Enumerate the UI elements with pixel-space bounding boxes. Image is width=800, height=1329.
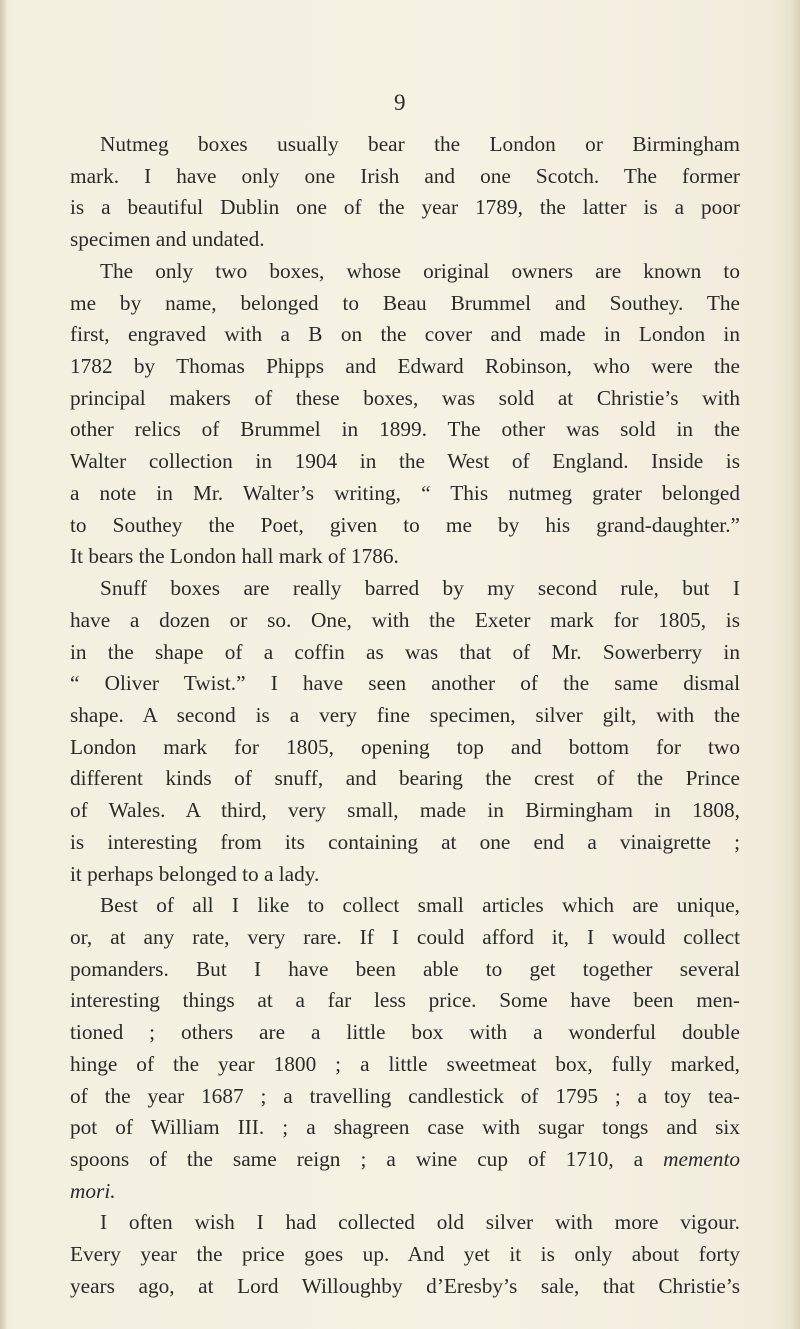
text-line bbox=[70, 1081, 740, 1113]
text-line-content: Every year the price goes up. And yet it is only about forty bbox=[70, 1242, 740, 1267]
text-line-content: It bears the London hall mark of 1786. bbox=[70, 544, 399, 569]
text-line-content: spoons of the same reign ; a wine cup of 1710, a bbox=[70, 1147, 644, 1171]
text-line-content: Snuff boxes are really barred by my second rule, but I bbox=[100, 576, 740, 601]
text-line bbox=[70, 510, 740, 542]
text-line bbox=[70, 414, 740, 446]
text-line bbox=[70, 859, 740, 891]
text-line-content: tioned ; others are a little box with a wonderful double bbox=[70, 1020, 740, 1045]
text-line bbox=[70, 605, 740, 637]
text-line-content: pot of William III. ; a shagreen case with sugar tongs and six bbox=[70, 1115, 740, 1140]
text-line bbox=[70, 700, 740, 732]
text-line-content: pomanders. But I have been able to get together several bbox=[70, 956, 740, 981]
text-line-content: The only two boxes, whose original owners are known to bbox=[100, 258, 740, 283]
text-line-content: of Wales. A third, very small, made in Birmingham in 1808, bbox=[70, 798, 740, 823]
text-line bbox=[70, 763, 740, 795]
text-line bbox=[70, 637, 740, 669]
text-line bbox=[70, 224, 740, 256]
text-line-content: hinge of the year 1800 ; a little sweetmeat box, fully marked, bbox=[70, 1051, 740, 1076]
text-line bbox=[70, 1271, 740, 1303]
text-line bbox=[70, 1017, 740, 1049]
body-text bbox=[70, 129, 740, 1303]
text-line bbox=[70, 890, 740, 922]
text-line bbox=[70, 1144, 740, 1176]
text-line bbox=[70, 795, 740, 827]
text-line bbox=[70, 256, 740, 288]
text-line bbox=[70, 383, 740, 415]
text-line-italic: memento bbox=[663, 1147, 741, 1171]
text-line bbox=[70, 161, 740, 193]
text-line bbox=[70, 985, 740, 1017]
page-number: 9 bbox=[394, 90, 406, 115]
text-line-content: in the shape of a coffin as was that of Mr. Sowerberry in bbox=[70, 639, 740, 664]
text-line bbox=[70, 129, 740, 161]
text-line-content: first, engraved with a B on the cover and made in London in bbox=[70, 322, 740, 347]
text-line-content: “ Oliver Twist.” I have seen another of the same dismal bbox=[70, 671, 740, 696]
page-left-edge bbox=[0, 0, 6, 1329]
text-line bbox=[70, 1112, 740, 1144]
text-line-content: principal makers of these boxes, was sold at Christie’s with bbox=[70, 385, 740, 410]
text-line bbox=[70, 1176, 740, 1208]
text-line-content: of the year 1687 ; a travelling candlestick of 1795 ; a toy tea- bbox=[70, 1083, 740, 1108]
text-line-content: interesting things at a far less price. Some have been men- bbox=[70, 988, 740, 1013]
text-line-content: is interesting from its containing at one end a vinaigrette ; bbox=[70, 829, 740, 854]
text-line bbox=[70, 541, 740, 573]
text-line-content: other relics of Brummel in 1899. The other was sold in the bbox=[70, 417, 740, 442]
text-line bbox=[70, 478, 740, 510]
text-line-content: or, at any rate, very rare. If I could afford it, I would collect bbox=[70, 924, 740, 949]
text-line bbox=[70, 827, 740, 859]
text-line bbox=[70, 922, 740, 954]
text-line-content: different kinds of snuff, and bearing the crest of the Prince bbox=[70, 766, 740, 791]
text-line-content: specimen and undated. bbox=[70, 227, 265, 252]
text-line bbox=[70, 288, 740, 320]
text-line-content: it perhaps belonged to a lady. bbox=[70, 861, 320, 886]
text-line-content: 1782 by Thomas Phipps and Edward Robinson, who were the bbox=[70, 354, 740, 379]
text-line bbox=[70, 573, 740, 605]
text-line bbox=[70, 319, 740, 351]
text-line-content: I often wish I had collected old silver with more vigour. bbox=[100, 1210, 740, 1235]
text-line-content: London mark for 1805, opening top and bottom for two bbox=[70, 734, 740, 759]
text-line bbox=[70, 1207, 740, 1239]
text-line bbox=[70, 1049, 740, 1081]
text-line-content: have a dozen or so. One, with the Exeter mark for 1805, is bbox=[70, 607, 740, 632]
text-line-content: years ago, at Lord Willoughby d’Eresby’s sale, that Christie’s bbox=[70, 1273, 740, 1298]
page-right-edge bbox=[790, 0, 800, 1329]
text-line-content: me by name, belonged to Beau Brummel and Southey. The bbox=[70, 290, 740, 315]
text-line bbox=[70, 351, 740, 383]
text-line bbox=[70, 668, 740, 700]
text-line-content: to Southey the Poet, given to me by his grand-daughter.” bbox=[70, 512, 740, 537]
text-line bbox=[70, 732, 740, 764]
text-line bbox=[70, 954, 740, 986]
text-line bbox=[70, 1239, 740, 1271]
text-line-content: Nutmeg boxes usually bear the London or Birmingham bbox=[100, 132, 740, 156]
text-line-content: is a beautiful Dublin one of the year 1789, the latter is a poor bbox=[70, 195, 740, 220]
text-line bbox=[70, 192, 740, 224]
text-line-content: shape. A second is a very fine specimen, silver gilt, with the bbox=[70, 702, 740, 727]
text-line bbox=[70, 446, 740, 478]
text-line-content: a note in Mr. Walter’s writing, “ This nutmeg grater belonged bbox=[70, 480, 740, 505]
text-line-content: Walter collection in 1904 in the West of England. Inside is bbox=[70, 449, 740, 474]
text-line-content: Best of all I like to collect small articles which are unique, bbox=[100, 893, 740, 918]
text-line-content: mori. bbox=[70, 1178, 116, 1203]
text-line-content: mark. I have only one Irish and one Scotch. The former bbox=[70, 163, 740, 188]
